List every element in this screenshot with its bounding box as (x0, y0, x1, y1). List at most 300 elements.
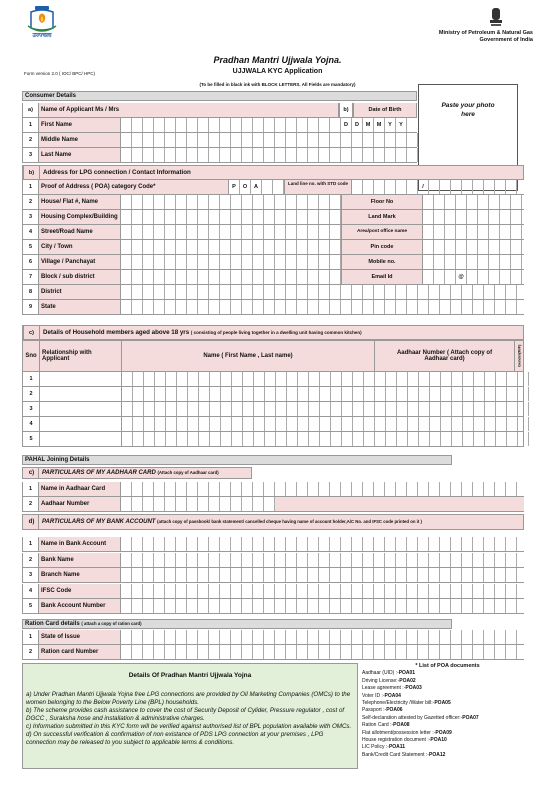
character-box[interactable] (165, 537, 176, 551)
character-box[interactable] (309, 372, 320, 386)
character-box[interactable] (143, 225, 154, 239)
character-box[interactable] (308, 568, 319, 582)
character-box[interactable] (264, 537, 275, 551)
character-box[interactable] (418, 568, 429, 582)
character-box[interactable] (408, 417, 419, 431)
character-box[interactable] (478, 240, 489, 254)
character-box[interactable] (198, 195, 209, 209)
character-box[interactable] (496, 387, 507, 401)
character-box[interactable] (495, 553, 506, 567)
character-box[interactable] (254, 387, 265, 401)
character-box[interactable] (429, 630, 440, 644)
landline-box[interactable] (484, 180, 495, 194)
character-box[interactable] (440, 645, 451, 659)
character-box[interactable] (253, 482, 264, 496)
character-box[interactable] (220, 225, 231, 239)
character-box[interactable] (154, 270, 165, 284)
character-box[interactable] (165, 599, 176, 613)
character-box[interactable] (408, 432, 419, 446)
character-box[interactable] (363, 584, 374, 598)
character-box[interactable] (121, 630, 132, 644)
character-box[interactable] (176, 599, 187, 613)
character-box[interactable] (121, 645, 132, 659)
character-box[interactable] (511, 270, 522, 284)
character-box[interactable] (485, 387, 496, 401)
character-box[interactable] (133, 432, 144, 446)
character-box[interactable] (275, 210, 286, 224)
character-box[interactable] (319, 285, 330, 299)
character-box[interactable] (286, 584, 297, 598)
character-box[interactable] (242, 118, 253, 132)
character-box[interactable] (220, 118, 231, 132)
character-box[interactable] (418, 584, 429, 598)
character-box[interactable] (396, 568, 407, 582)
character-box[interactable] (440, 482, 451, 496)
character-box[interactable] (243, 417, 254, 431)
character-box[interactable] (434, 210, 445, 224)
character-box[interactable] (308, 255, 319, 269)
character-box[interactable] (418, 482, 429, 496)
character-box[interactable] (121, 195, 132, 209)
character-box[interactable] (478, 270, 489, 284)
character-box[interactable] (132, 482, 143, 496)
character-box[interactable] (220, 133, 231, 147)
character-box[interactable] (452, 402, 463, 416)
character-box[interactable] (363, 630, 374, 644)
character-box[interactable] (341, 599, 352, 613)
character-box[interactable] (176, 537, 187, 551)
character-box[interactable] (187, 537, 198, 551)
character-box[interactable] (507, 372, 518, 386)
character-box[interactable] (319, 195, 330, 209)
character-box[interactable] (275, 240, 286, 254)
character-box[interactable] (187, 599, 198, 613)
character-box[interactable] (143, 482, 154, 496)
character-box[interactable] (243, 387, 254, 401)
character-box[interactable] (331, 387, 342, 401)
character-box[interactable] (308, 584, 319, 598)
character-box[interactable] (297, 568, 308, 582)
landline-box[interactable] (429, 180, 440, 194)
character-box[interactable] (495, 645, 506, 659)
character-box[interactable] (132, 195, 143, 209)
character-box[interactable] (375, 402, 386, 416)
landline-box[interactable] (352, 180, 363, 194)
character-box[interactable] (264, 645, 275, 659)
character-box[interactable] (286, 118, 297, 132)
character-box[interactable] (441, 372, 452, 386)
character-box[interactable] (352, 133, 363, 147)
character-box[interactable] (463, 417, 474, 431)
character-box[interactable] (220, 240, 231, 254)
character-box[interactable] (220, 195, 231, 209)
character-box[interactable] (474, 387, 485, 401)
character-box[interactable] (133, 417, 144, 431)
character-box[interactable] (176, 584, 187, 598)
character-box[interactable] (456, 195, 467, 209)
character-box[interactable] (176, 553, 187, 567)
character-box[interactable] (143, 599, 154, 613)
character-box[interactable] (264, 118, 275, 132)
character-box[interactable] (331, 402, 342, 416)
character-box[interactable] (286, 195, 297, 209)
character-box[interactable] (177, 417, 188, 431)
character-box[interactable] (264, 195, 275, 209)
relationship-cell[interactable] (40, 432, 122, 446)
character-box[interactable] (341, 630, 352, 644)
character-box[interactable] (396, 133, 407, 147)
character-box[interactable] (352, 645, 363, 659)
character-box[interactable] (423, 255, 434, 269)
character-box[interactable] (209, 133, 220, 147)
character-box[interactable] (451, 482, 462, 496)
character-box[interactable] (484, 537, 495, 551)
character-box[interactable] (176, 148, 187, 162)
character-box[interactable] (308, 599, 319, 613)
character-box[interactable] (319, 210, 330, 224)
character-box[interactable] (418, 285, 429, 299)
character-box[interactable] (253, 195, 264, 209)
character-box[interactable] (132, 300, 143, 314)
character-box[interactable] (396, 285, 407, 299)
character-box[interactable] (363, 553, 374, 567)
character-box[interactable] (121, 553, 132, 567)
character-box[interactable] (330, 300, 341, 314)
character-box[interactable] (242, 270, 253, 284)
character-box[interactable] (198, 255, 209, 269)
character-box[interactable] (419, 372, 430, 386)
character-box[interactable] (506, 553, 517, 567)
character-box[interactable] (330, 568, 341, 582)
character-box[interactable] (319, 553, 330, 567)
character-box[interactable] (143, 240, 154, 254)
character-box[interactable] (473, 482, 484, 496)
character-box[interactable] (176, 568, 187, 582)
character-box[interactable] (143, 497, 154, 511)
character-box[interactable] (319, 630, 330, 644)
character-box[interactable] (143, 148, 154, 162)
character-box[interactable] (319, 584, 330, 598)
character-box[interactable] (187, 285, 198, 299)
character-box[interactable] (342, 387, 353, 401)
character-box[interactable] (265, 402, 276, 416)
character-box[interactable] (231, 210, 242, 224)
character-box[interactable] (385, 482, 396, 496)
character-box[interactable] (495, 630, 506, 644)
character-box[interactable] (451, 553, 462, 567)
character-box[interactable] (319, 133, 330, 147)
character-box[interactable] (330, 133, 341, 147)
character-box[interactable] (352, 553, 363, 567)
character-box[interactable] (429, 568, 440, 582)
character-box[interactable] (353, 402, 364, 416)
character-box[interactable] (242, 630, 253, 644)
character-box[interactable] (452, 432, 463, 446)
character-box[interactable] (419, 387, 430, 401)
character-box[interactable] (177, 402, 188, 416)
character-box[interactable] (242, 482, 253, 496)
character-box[interactable] (456, 240, 467, 254)
character-box[interactable] (198, 133, 209, 147)
character-box[interactable] (462, 599, 473, 613)
character-box[interactable] (286, 630, 297, 644)
character-box[interactable] (489, 225, 500, 239)
character-box[interactable] (176, 300, 187, 314)
character-box[interactable] (253, 225, 264, 239)
character-box[interactable] (518, 387, 529, 401)
character-box[interactable] (298, 402, 309, 416)
character-box[interactable]: Y (396, 118, 407, 132)
character-box[interactable] (385, 630, 396, 644)
character-box[interactable] (407, 645, 418, 659)
character-box[interactable] (506, 599, 517, 613)
character-box[interactable] (188, 387, 199, 401)
character-box[interactable] (495, 300, 506, 314)
character-box[interactable] (462, 645, 473, 659)
character-box[interactable] (467, 255, 478, 269)
character-box[interactable] (154, 118, 165, 132)
character-box[interactable] (231, 482, 242, 496)
character-box[interactable] (374, 553, 385, 567)
character-box[interactable]: D (352, 118, 363, 132)
character-box[interactable] (375, 432, 386, 446)
character-box[interactable] (199, 402, 210, 416)
character-box[interactable] (485, 372, 496, 386)
landline-box[interactable] (374, 180, 385, 194)
character-box[interactable] (231, 568, 242, 582)
character-box[interactable] (275, 118, 286, 132)
character-box[interactable] (330, 270, 341, 284)
character-box[interactable] (177, 387, 188, 401)
character-box[interactable] (243, 432, 254, 446)
character-box[interactable] (396, 645, 407, 659)
character-box[interactable] (418, 300, 429, 314)
character-box[interactable] (242, 599, 253, 613)
character-box[interactable] (445, 240, 456, 254)
character-box[interactable] (264, 553, 275, 567)
character-box[interactable] (198, 645, 209, 659)
character-box[interactable] (386, 402, 397, 416)
character-box[interactable] (374, 148, 385, 162)
character-box[interactable] (187, 300, 198, 314)
character-box[interactable] (330, 210, 341, 224)
character-box[interactable] (451, 599, 462, 613)
character-box[interactable] (165, 118, 176, 132)
character-box[interactable] (154, 584, 165, 598)
character-box[interactable] (232, 402, 243, 416)
character-box[interactable] (308, 195, 319, 209)
character-box[interactable] (506, 630, 517, 644)
character-box[interactable] (243, 372, 254, 386)
character-box[interactable] (423, 270, 434, 284)
character-box[interactable] (308, 300, 319, 314)
character-box[interactable] (397, 387, 408, 401)
character-box[interactable] (220, 599, 231, 613)
poa-code-box[interactable]: P (229, 180, 240, 194)
character-box[interactable] (231, 553, 242, 567)
character-box[interactable] (319, 599, 330, 613)
character-box[interactable] (423, 210, 434, 224)
character-box[interactable] (132, 497, 143, 511)
character-box[interactable] (297, 285, 308, 299)
character-box[interactable] (429, 645, 440, 659)
character-box[interactable] (319, 225, 330, 239)
character-box[interactable] (220, 645, 231, 659)
character-box[interactable] (276, 417, 287, 431)
character-box[interactable] (430, 372, 441, 386)
character-box[interactable] (463, 372, 474, 386)
character-box[interactable] (209, 568, 220, 582)
character-box[interactable] (320, 417, 331, 431)
character-box[interactable] (254, 417, 265, 431)
character-box[interactable] (445, 270, 456, 284)
character-box[interactable] (154, 210, 165, 224)
character-box[interactable] (408, 372, 419, 386)
character-box[interactable] (506, 568, 517, 582)
character-box[interactable] (132, 255, 143, 269)
character-box[interactable] (187, 630, 198, 644)
character-box[interactable] (386, 417, 397, 431)
character-box[interactable] (188, 432, 199, 446)
character-box[interactable] (331, 432, 342, 446)
character-box[interactable] (187, 210, 198, 224)
character-box[interactable] (144, 417, 155, 431)
character-box[interactable] (121, 148, 132, 162)
character-box[interactable] (275, 225, 286, 239)
character-box[interactable] (473, 537, 484, 551)
character-box[interactable] (462, 568, 473, 582)
character-box[interactable] (188, 402, 199, 416)
character-box[interactable] (209, 537, 220, 551)
character-box[interactable] (221, 417, 232, 431)
character-box[interactable] (495, 285, 506, 299)
character-box[interactable] (407, 148, 418, 162)
character-box[interactable] (418, 630, 429, 644)
character-box[interactable] (396, 148, 407, 162)
poa-code-box[interactable] (273, 180, 284, 194)
character-box[interactable] (198, 300, 209, 314)
relationship-cell[interactable] (40, 402, 122, 416)
character-box[interactable] (297, 599, 308, 613)
character-box[interactable] (176, 225, 187, 239)
character-box[interactable] (253, 645, 264, 659)
character-box[interactable] (330, 599, 341, 613)
character-box[interactable] (386, 387, 397, 401)
character-box[interactable] (308, 482, 319, 496)
character-box[interactable] (297, 630, 308, 644)
character-box[interactable] (418, 553, 429, 567)
character-box[interactable] (198, 118, 209, 132)
character-box[interactable] (243, 402, 254, 416)
character-box[interactable] (221, 372, 232, 386)
character-box[interactable] (242, 148, 253, 162)
character-box[interactable] (187, 497, 198, 511)
character-box[interactable] (462, 285, 473, 299)
character-box[interactable] (199, 372, 210, 386)
character-box[interactable] (242, 240, 253, 254)
character-box[interactable] (451, 645, 462, 659)
character-box[interactable] (506, 645, 517, 659)
character-box[interactable] (308, 285, 319, 299)
character-box[interactable] (374, 630, 385, 644)
character-box[interactable] (474, 432, 485, 446)
landline-box[interactable] (385, 180, 396, 194)
character-box[interactable] (121, 482, 132, 496)
character-box[interactable] (419, 402, 430, 416)
character-box[interactable] (176, 645, 187, 659)
character-box[interactable] (462, 584, 473, 598)
character-box[interactable] (286, 285, 297, 299)
character-box[interactable] (478, 210, 489, 224)
character-box[interactable] (320, 402, 331, 416)
character-box[interactable] (456, 255, 467, 269)
character-box[interactable] (397, 402, 408, 416)
character-box[interactable] (396, 553, 407, 567)
character-box[interactable] (489, 210, 500, 224)
character-box[interactable] (297, 300, 308, 314)
character-box[interactable] (154, 225, 165, 239)
character-box[interactable] (308, 270, 319, 284)
character-box[interactable] (232, 417, 243, 431)
character-box[interactable] (330, 645, 341, 659)
character-box[interactable] (375, 387, 386, 401)
character-box[interactable] (275, 148, 286, 162)
character-box[interactable] (154, 537, 165, 551)
landline-box[interactable]: / (418, 180, 429, 194)
character-box[interactable] (143, 118, 154, 132)
character-box[interactable] (210, 432, 221, 446)
character-box[interactable] (430, 432, 441, 446)
character-box[interactable] (473, 285, 484, 299)
character-box[interactable] (232, 372, 243, 386)
character-box[interactable] (511, 255, 522, 269)
character-box[interactable] (254, 432, 265, 446)
character-box[interactable] (353, 432, 364, 446)
character-box[interactable] (231, 497, 242, 511)
character-box[interactable] (198, 285, 209, 299)
character-box[interactable] (485, 432, 496, 446)
character-box[interactable] (121, 210, 132, 224)
character-box[interactable] (253, 118, 264, 132)
character-box[interactable] (121, 584, 132, 598)
character-box[interactable] (434, 255, 445, 269)
character-box[interactable] (187, 482, 198, 496)
character-box[interactable]: M (374, 118, 385, 132)
character-box[interactable] (429, 537, 440, 551)
character-box[interactable] (319, 240, 330, 254)
character-box[interactable] (275, 537, 286, 551)
character-box[interactable] (286, 482, 297, 496)
character-box[interactable] (518, 372, 529, 386)
character-box[interactable] (220, 300, 231, 314)
character-box[interactable] (374, 285, 385, 299)
character-box[interactable] (341, 300, 352, 314)
character-box[interactable] (309, 387, 320, 401)
character-box[interactable] (462, 630, 473, 644)
character-box[interactable] (434, 225, 445, 239)
character-box[interactable] (352, 599, 363, 613)
character-box[interactable] (474, 402, 485, 416)
character-box[interactable] (309, 402, 320, 416)
character-box[interactable] (154, 300, 165, 314)
character-box[interactable] (187, 645, 198, 659)
character-box[interactable] (489, 255, 500, 269)
character-box[interactable] (496, 402, 507, 416)
character-box[interactable] (423, 195, 434, 209)
character-box[interactable] (423, 240, 434, 254)
character-box[interactable] (231, 300, 242, 314)
character-box[interactable]: M (363, 118, 374, 132)
